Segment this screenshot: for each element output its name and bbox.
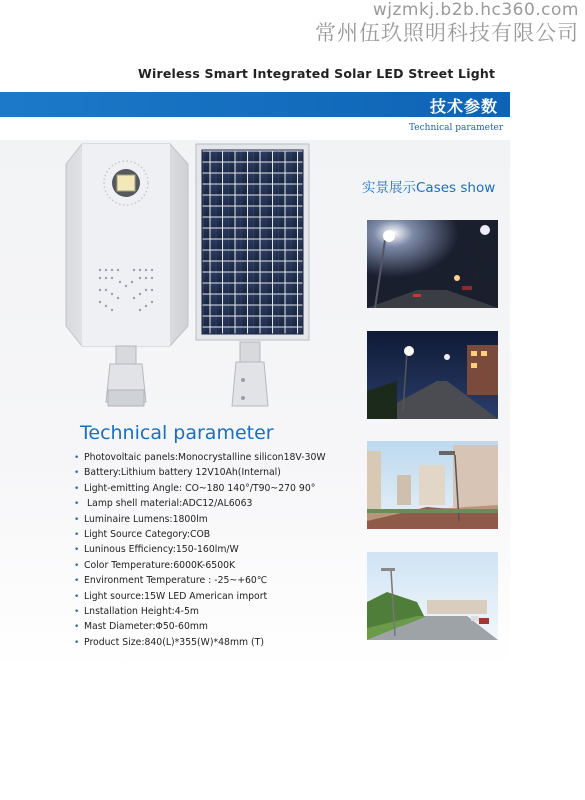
case-photo-night-1 <box>367 220 498 308</box>
case-photo-day-2 <box>367 552 498 640</box>
bullet-icon: • <box>74 453 80 463</box>
spec-item <box>74 558 326 573</box>
solar-panel <box>196 144 309 406</box>
lamp-body <box>66 144 188 406</box>
spec-text: Lnstallation Height:4-5m <box>84 605 199 617</box>
bullet-icon: • <box>74 545 80 556</box>
bullet-icon: • <box>74 591 80 602</box>
spec-item <box>74 573 326 588</box>
spec-list <box>74 450 326 650</box>
spec-item <box>74 635 326 650</box>
case-photo-night-2 <box>367 331 498 419</box>
spec-item <box>74 450 326 465</box>
spec-item <box>74 527 326 542</box>
bullet-icon: • <box>74 606 80 617</box>
bullet-icon: • <box>74 483 80 494</box>
spec-item <box>74 496 326 511</box>
spec-text: Color Temperature:6000K-6500K <box>84 559 236 571</box>
page-title: Wireless Smart Integrated Solar LED Street Light <box>138 66 496 81</box>
spec-text: Environment Temperature : -25~+60℃ <box>84 575 268 587</box>
spec-item <box>74 589 326 604</box>
bullet-icon: • <box>74 468 80 479</box>
spec-item <box>74 512 326 527</box>
spec-item <box>74 465 326 480</box>
cases-title: 实景展示Cases show <box>362 180 496 196</box>
section-sub-label: Technical parameter <box>409 123 504 133</box>
spec-text: Product Size:840(L)*355(W)*48mm (T) <box>84 636 264 648</box>
product-image <box>60 140 330 415</box>
spec-text: Light source:15W LED American import <box>84 590 268 602</box>
spec-item <box>74 481 326 496</box>
spec-text: Lamp shell material:ADC12/AL6063 <box>84 498 253 510</box>
spec-text: Light Source Category:COB <box>84 528 211 540</box>
spec-item <box>74 604 326 619</box>
spec-text: Battery:Lithium battery 12V10Ah(Internal) <box>84 467 281 479</box>
spec-text: Photovoltaic panels:Monocrystalline silicon18V-30W <box>84 452 326 463</box>
section-bar <box>0 92 510 117</box>
spec-text: Mast Diameter:Φ50-60mm <box>84 621 208 633</box>
spec-text: Luminaire Lumens:1800lm <box>84 513 208 525</box>
case-photo-day-1 <box>367 441 498 529</box>
watermark-url: wjzmkj.b2b.hc360.com <box>372 0 579 20</box>
bullet-icon: • <box>74 499 80 510</box>
bullet-icon: • <box>74 622 80 633</box>
spec-text: Luninous Efficiency:150-160lm/W <box>84 544 239 556</box>
bullet-icon: • <box>74 529 80 540</box>
spec-item <box>74 619 326 634</box>
section-bar-label: 技术参数 <box>429 97 498 116</box>
watermark-company: 常州伍玖照明科技有限公司 <box>315 21 579 45</box>
watermark <box>315 0 579 46</box>
tech-heading: Technical parameter <box>80 422 274 444</box>
bullet-icon: • <box>74 637 80 648</box>
bullet-icon: • <box>74 576 80 587</box>
spec-item <box>74 542 326 557</box>
bullet-icon: • <box>74 514 80 525</box>
bullet-icon: • <box>74 560 80 571</box>
spec-text: Light-emitting Angle: CO~180 140°/T90~270 90° <box>84 482 316 494</box>
